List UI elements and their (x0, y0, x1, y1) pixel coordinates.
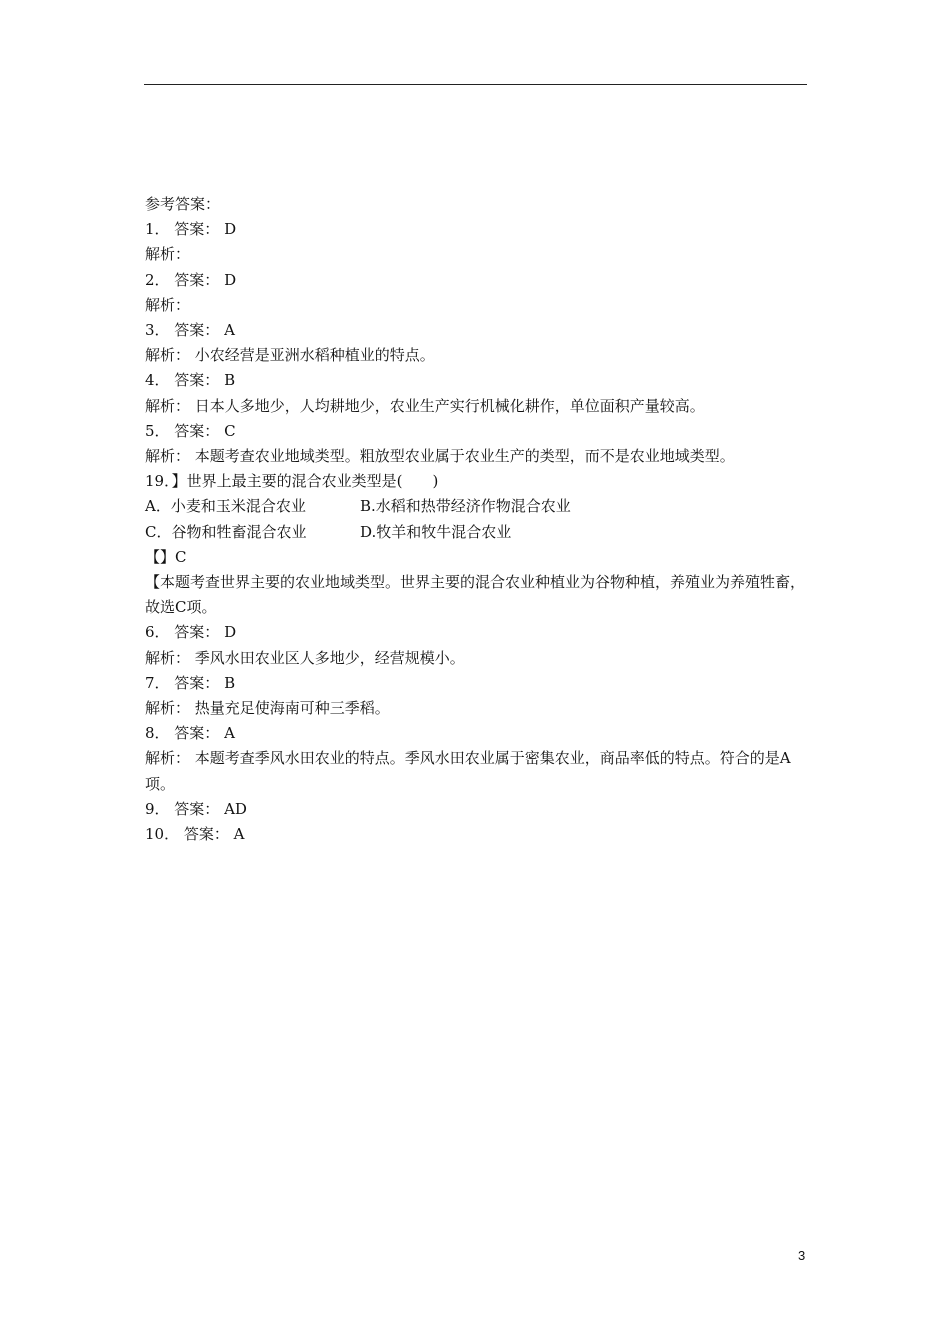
answer-line: 10． 答案： A (145, 825, 245, 844)
option-b: B.水稻和热带经济作物混合农业 (360, 497, 571, 516)
page-number: 3 (798, 1248, 806, 1263)
analysis-line: 解析： 本题考查农业地域类型。粗放型农业属于农业生产的类型，而不是农业地域类型。 (145, 447, 735, 466)
answer-line: 5． 答案： C (145, 421, 236, 440)
header-rule (144, 84, 807, 85)
answer-section (145, 192, 810, 847)
options-row-1 (145, 494, 810, 519)
option-c: C．谷物和牲畜混合农业 (145, 522, 307, 541)
analysis-line: 【本题考查世界主要的农业地域类型。世界主要的混合农业种植业为谷物种植，养殖业为养殖牲畜，故选C项。 (145, 573, 806, 617)
analysis-line: 解析： (145, 245, 191, 264)
answer-line: 2． 答案： D (145, 270, 237, 289)
answer-line: 7． 答案： B (145, 673, 236, 692)
analysis-line: 解析： 小农经营是亚洲水稻种植业的特点。 (145, 346, 435, 365)
analysis-line: 解析： 季风水田农业区人多地少，经营规模小。 (145, 648, 465, 667)
section-title: 参考答案： (145, 195, 221, 213)
answer-line: 【】C (145, 547, 187, 566)
analysis-line: 解析： 日本人多地少，人均耕地少，农业生产实行机械化耕作，单位面积产量较高。 (145, 396, 705, 415)
answer-line: 3． 答案： A (145, 321, 235, 340)
analysis-line: 解析： 热量充足使海南可种三季稻。 (145, 699, 390, 718)
answer-line: 8． 答案： A (145, 724, 235, 743)
analysis-line: 解析： (145, 295, 191, 314)
answer-line: 6． 答案： D (145, 623, 237, 642)
answer-line: 1． 答案： D (145, 220, 237, 239)
option-d: D.牧羊和牧牛混合农业 (360, 522, 512, 541)
options-row-2 (145, 520, 810, 545)
answer-line: 4． 答案： B (145, 371, 236, 390)
question-line: 19．】世界上最主要的混合农业类型是( ) (145, 472, 439, 491)
answer-line: 9． 答案： AD (145, 799, 247, 818)
option-a: A．小麦和玉米混合农业 (145, 497, 306, 516)
analysis-line: 解析： 本题考查季风水田农业的特点。季风水田农业属于密集农业，商品率低的特点。符合的是A项。 (145, 749, 791, 793)
